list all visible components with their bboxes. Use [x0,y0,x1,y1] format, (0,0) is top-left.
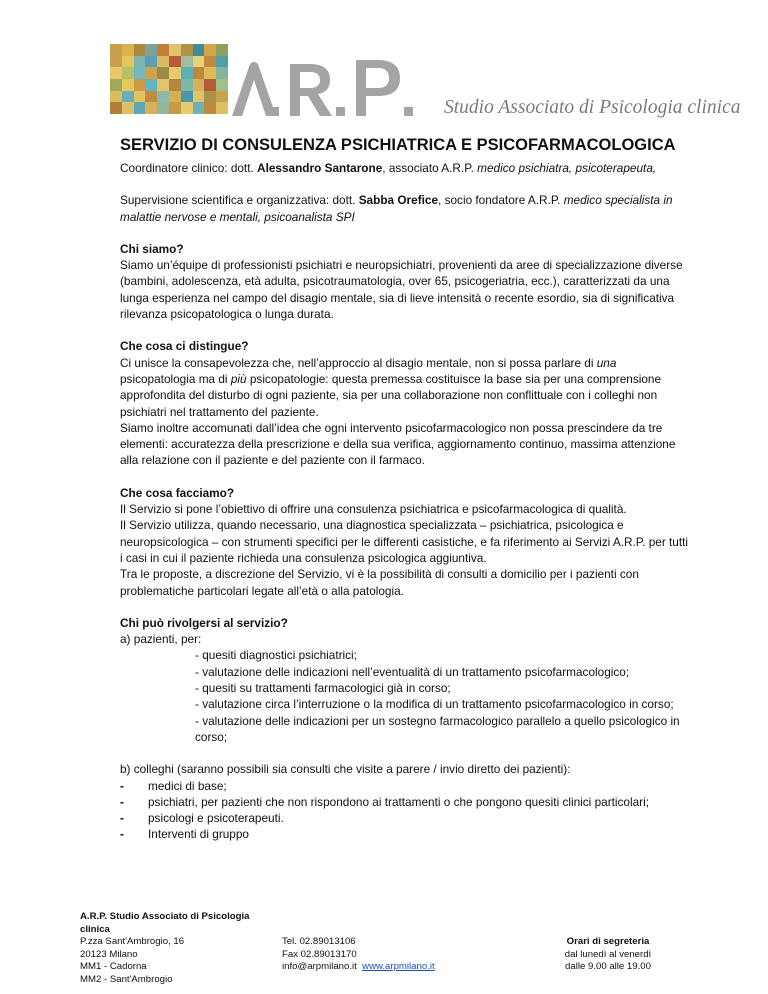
footer-address-city: 20123 Milano [80,948,138,960]
coordinator-name: Alessandro Santarone [257,161,383,175]
list-item: - valutazione delle indicazioni nell’eventualità di un trattamento psicofarmacologico; [195,664,630,679]
distingue-em-una: una [596,355,617,370]
list-item: - Interventi di gruppo [120,826,690,842]
mosaic-tile [157,91,169,103]
mosaic-tile [216,79,228,91]
footer-address-street: P.zza Sant'Ambrogio, 16 [80,936,185,947]
page-title: SERVIZIO DI CONSULENZA PSICHIATRICA E PSICOFARMACOLOGICA [120,136,676,154]
mosaic-tile [110,91,122,103]
patients-list [120,647,690,745]
list-item: - quesiti diagnostici psichiatrici; [195,648,357,663]
section-title-distingue: Che cosa ci distingue? [120,339,249,354]
mosaic-tile [193,56,205,68]
mosaic-tile [204,67,216,79]
mosaic-tile [134,56,146,68]
list-item: - valutazione circa l’interruzione o la modifica di un trattamento psicofarmacologico in corso; [195,697,674,712]
distingue-text-a: Ci unisce la consapevolezza che, nell’approccio al disagio mentale, non si possa parlare di [120,355,597,370]
mosaic-tile [216,44,228,56]
mosaic-tile [134,102,146,114]
section-text-chi-siamo: Siamo un’équipe di professionisti psichiatri e neuropsichiatri, provenienti da aree di specializzazione diverse (bambini, adolescenza, età adulta, psicotraumatologia, over 65, psicogeriatria, ecc.), caratterizzati da una lunga esperienza nel campo del disagio mentale, sia di lieve intensità o recente esordio, sia di significativa rilevanza psicopatologica o lunga durata. [120,258,683,322]
mosaic-tile [193,91,205,103]
list-item: - valutazione delle indicazioni per un sostegno farmacologico parallelo a quello psicologico in corso; [195,713,680,744]
mosaic-tile [193,79,205,91]
mosaic-tile [181,91,193,103]
mosaic-tile [145,44,157,56]
mosaic-tile [216,91,228,103]
supervision-role: medico specialista in malattie nervose e mentali, psicoanalista SPI [120,193,673,224]
mosaic-tile [145,56,157,68]
mosaic-tile [122,56,134,68]
mosaic-tile [169,91,181,103]
mosaic-tile [193,102,205,114]
mosaic-tile [145,91,157,103]
section-text-facciamo-1: Il Servizio si pone l’obiettivo di offrire una consulenza psichiatrica e psicofarmacologica di qualità. [120,502,627,517]
list-item: - psichiatri, per pazienti che non rispondono ai trattamenti o che pongono quesiti clinici particolari; [120,794,690,810]
mosaic-tile [181,67,193,79]
mosaic-tile [134,91,146,103]
footer-tel: Tel. 02.89013106 [282,936,356,947]
mosaic-tile [193,67,205,79]
mosaic-tile [122,67,134,79]
section-title-facciamo: Che cosa facciamo? [120,485,235,500]
mosaic-tile [157,67,169,79]
section-title-rivolgersi: Chi può rivolgersi al servizio? [120,615,288,630]
mosaic-tile [169,44,181,56]
coordinator-role: medico psichiatra, psicoterapeuta, [477,161,657,175]
footer-website-link[interactable]: www.arpmilano.it [362,961,435,972]
mosaic-tile [204,102,216,114]
mosaic-tile [134,67,146,79]
arp-logo [232,60,432,116]
mosaic-tile [122,79,134,91]
mosaic-tile [204,56,216,68]
mosaic-tile [110,79,122,91]
supervision-name: Sabba Orefice [358,193,439,208]
colleagues-label: b) colleghi (saranno possibili sia consulti che visite a parere / invio diretto dei pazienti): [120,762,571,777]
footer-address [80,911,280,986]
footer-contacts [282,936,482,974]
section-text-facciamo-3: Tra le proposte, a discrezione del Servizio, vi è la possibilità di consulti a domicilio per i pazienti con problematiche particolari legate all’età o alla patologia. [120,567,639,598]
footer-metro-2: MM2 - Sant'Ambrogio [80,973,173,985]
supervision-mid: , socio fondatore A.R.P. [438,193,564,208]
mosaic-tile [110,44,122,56]
footer-org: A.R.P. Studio Associato di Psicologia clinica [80,911,250,935]
arp-logo-icon [232,60,432,116]
colleagues-list [120,778,690,843]
list-item: - quesiti su trattamenti farmacologici già in corso; [195,681,451,696]
mosaic-tile [193,44,205,56]
coordinator-prefix: Coordinatore clinico: dott. [120,161,258,175]
mosaic-tile [134,79,146,91]
mosaic-tile [216,67,228,79]
section-text-distingue-1 [120,355,690,420]
mosaic-tile [110,56,122,68]
footer-metro-1: MM1 - Cadorna [80,961,147,972]
mosaic-tile [181,79,193,91]
mosaic-tile [145,67,157,79]
mosaic-tile [157,79,169,91]
mosaic-tile [122,44,134,56]
mosaic-tile [181,56,193,68]
mosaic-tile [216,102,228,114]
mosaic-tile [145,79,157,91]
supervision-prefix: Supervisione scientifica e organizzativa: dott. [120,193,359,208]
footer-hours-title: Orari di segreteria [566,936,650,947]
distingue-text-b: psicopatologia ma di [120,371,231,386]
mosaic-tile [204,44,216,56]
footer-hours-days: dal lunedì al venerdì [564,948,652,960]
mosaic-tile [169,79,181,91]
coordinator-mid: , associato A.R.P. [382,161,478,175]
footer-email-line [282,961,482,974]
mosaic-tile [122,91,134,103]
mosaic-tile [169,56,181,68]
footer-hours [538,936,678,974]
header-mosaic-image [110,44,228,114]
header-subtitle: Studio Associato di Psicologia clinica [444,97,741,118]
mosaic-tile [157,56,169,68]
mosaic-tile [157,44,169,56]
document-body [120,135,690,843]
mosaic-tile [204,91,216,103]
coordinator-line [120,160,690,176]
mosaic-tile [145,102,157,114]
mosaic-tile [122,102,134,114]
footer-fax: Fax 02.89013170 [282,948,357,960]
footer-hours-time: dalle 9.00 alle 19.00 [565,961,651,972]
distingue-text-c: psicopatologie: questa premessa costituisce la base sia per una comprensione approfondita del disturbo di ogni paziente, sia per una collaborazione non conflittuale con i colleghi non psichiatri nel trattamento del paziente. [120,371,662,419]
mosaic-tile [134,44,146,56]
mosaic-tile [157,102,169,114]
mosaic-tile [169,102,181,114]
mosaic-tile [169,67,181,79]
mosaic-tile [181,102,193,114]
patients-label: a) pazienti, per: [120,632,202,647]
mosaic-tile [181,44,193,56]
section-text-facciamo-2: Il Servizio utilizza, quando necessario, una diagnostica specializzata – psichiatrica, psicologica e neuropsicologica – con strumenti specifici per le differenti casistiche, e fa riferimento ai Servizi A.R.P. per tutti i casi in cui il paziente richieda una consulenza psicologica aggiuntiva. [120,518,689,565]
mosaic-tile [110,102,122,114]
mosaic-tile [204,79,216,91]
distingue-em-piu: più [230,371,247,386]
list-item: - medici di base; [120,778,690,794]
section-text-distingue-2: Siamo inoltre accomunati dall’idea che ogni intervento psicofarmacologico non possa prescindere da tre elementi: accuratezza della prescrizione e della sua verifica, aggiornamento continuo, massima attenzione alla relazione con il paziente e del paziente con il farmaco. [120,420,676,468]
supervision-line [120,192,690,225]
section-title-chi-siamo: Chi siamo? [120,241,184,256]
list-item: - psicologi e psicoterapeuti. [120,810,690,826]
mosaic-tile [110,67,122,79]
mosaic-tile [216,56,228,68]
footer-email: info@arpmilano.it [282,961,357,972]
